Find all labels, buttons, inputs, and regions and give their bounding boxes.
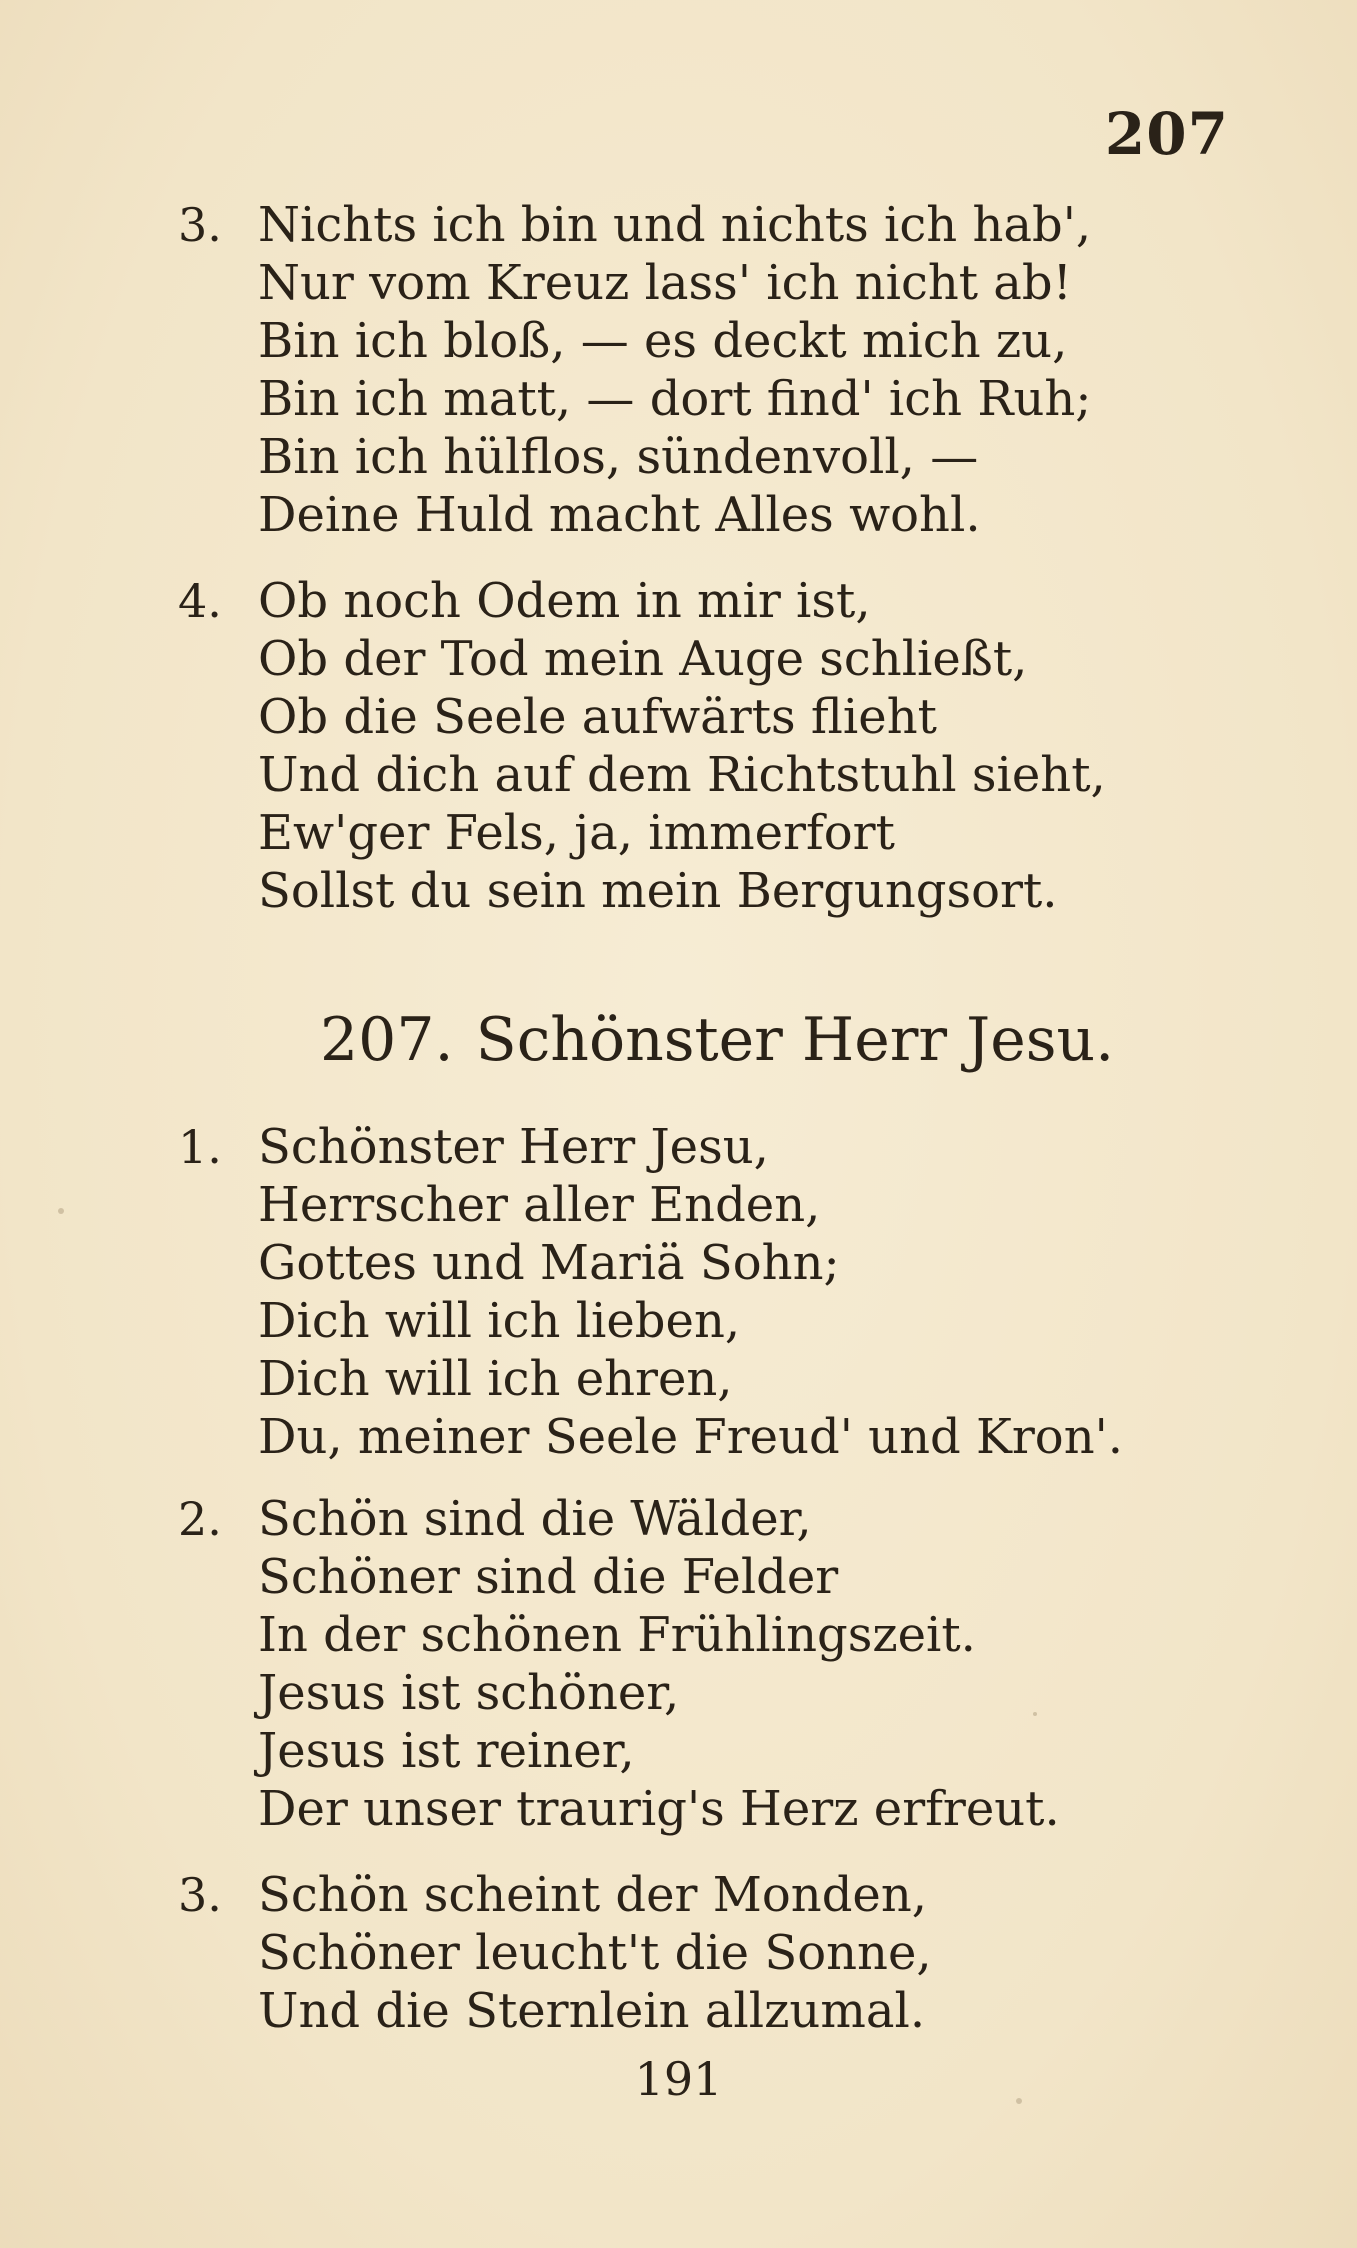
verse-line: Und die Sternlein allzumal. (258, 1983, 926, 2039)
verse-line: Schöner leucht't die Sonne, (258, 1925, 932, 1981)
paper-speck (58, 1208, 64, 1214)
verse-lines (258, 1118, 1123, 1466)
verse-lines (258, 196, 1091, 544)
verse-number: 3. (178, 1868, 222, 1922)
verse-line: Gottes und Mariä Sohn; (258, 1235, 840, 1291)
verse-lines (258, 1490, 1060, 1838)
page-number-top: 207 (1104, 100, 1229, 168)
paper-speck (1033, 1712, 1037, 1716)
hymn-number: 207. (320, 1005, 454, 1075)
verse-line: Bin ich matt, — dort find' ich Ruh; (258, 371, 1092, 427)
verse-line: Jesus ist reiner, (258, 1723, 635, 1779)
verse-line: Dich will ich lieben, (258, 1293, 741, 1349)
verse-line: Schön sind die Wälder, (258, 1491, 812, 1547)
page-number-bottom: 191 (634, 2052, 723, 2106)
verse-line: Schön scheint der Monden, (258, 1867, 927, 1923)
verse-number: 2. (178, 1492, 222, 1546)
verse-line: Ew'ger Fels, ja, immerfort (258, 805, 895, 861)
verse-number: 1. (178, 1120, 222, 1174)
verse-lines (258, 1866, 932, 2040)
verse-line: Ob die Seele aufwärts flieht (258, 689, 937, 745)
verse-line: Ob der Tod mein Auge schließt, (258, 631, 1028, 687)
verse-line: Schönster Herr Jesu, (258, 1119, 769, 1175)
verse-line: Nur vom Kreuz lass' ich nicht ab! (258, 255, 1072, 311)
verse-number: 4. (178, 574, 222, 628)
verse-lines (258, 572, 1106, 920)
verse-line: Der unser traurig's Herz erfreut. (258, 1781, 1060, 1837)
verse-number: 3. (178, 198, 222, 252)
hymn-title-text: Schönster Herr Jesu. (475, 1005, 1115, 1075)
verse-line: Dich will ich ehren, (258, 1351, 733, 1407)
hymn-title (320, 1005, 1114, 1075)
verse-line: Bin ich bloß, — es deckt mich zu, (258, 313, 1068, 369)
verse-line: Sollst du sein mein Bergungsort. (258, 863, 1058, 919)
verse-line: Bin ich hülflos, sündenvoll, — (258, 429, 979, 485)
verse-line: Jesus ist schöner, (258, 1665, 680, 1721)
verse-line: Deine Huld macht Alles wohl. (258, 487, 981, 543)
verse-line: Du, meiner Seele Freud' und Kron'. (258, 1409, 1124, 1465)
verse-line: Und dich auf dem Richtstuhl sieht, (258, 747, 1106, 803)
verse-line: Schöner sind die Felder (258, 1549, 839, 1605)
verse-line: In der schönen Frühlingszeit. (258, 1607, 976, 1663)
verse-line: Nichts ich bin und nichts ich hab', (258, 197, 1092, 253)
paper-speck (1016, 2098, 1022, 2104)
verse-line: Herrscher aller Enden, (258, 1177, 821, 1233)
verse-line: Ob noch Odem in mir ist, (258, 573, 871, 629)
